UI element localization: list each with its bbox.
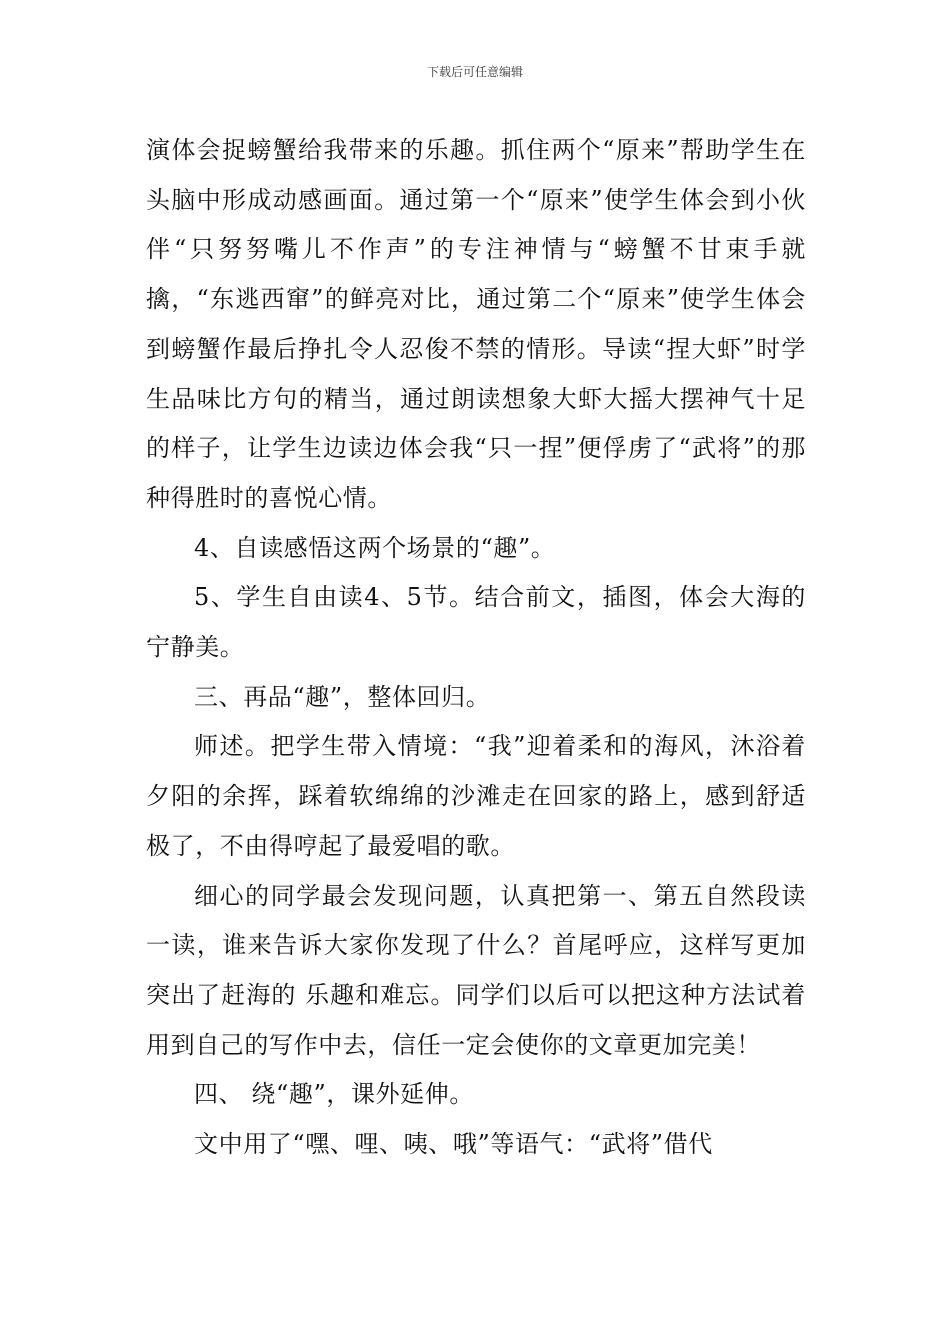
paragraph-5: 师述。把学生带入情境：“我”迎着柔和的海风，沐浴着夕阳的余挥，踩着软绵绵的沙滩走在回家的路上，感到舒适极了，不由得哼起了最爱唱的歌。 bbox=[146, 732, 806, 860]
section-heading-3: 三、再品“趣”，整体回归。 bbox=[194, 682, 491, 711]
page-header: 下载后可任意编辑 bbox=[426, 65, 523, 79]
document-body bbox=[146, 126, 806, 1170]
paragraph-1: 演体会捉螃蟹给我带来的乐趣。抓住两个“原来”帮助学生在头脑中形成动感画面。通过第一个“原来”使学生体会到小伙伴“只努努嘴儿不作声”的专注神情与“螃蟹不甘束手就擒，“东逃西窜”的鲜亮对比，通过第二个“原来”使学生体会到螃蟹作最后挣扎令人忍俊不禁的情形。导读“捏大虾”时学生品味比方句的精当，通过朗读想象大虾大摇大摆神气十足的样子，让学生边读边体会我“只一捏”便俘虏了“武将”的那种得胜时的喜悦心情。 bbox=[146, 136, 806, 512]
paragraph-3: 5、学生自由读4、5节。结合前文，插图，体会大海的宁静美。 bbox=[146, 583, 806, 662]
section-heading-4: 四、 绕“趣”，课外延伸。 bbox=[194, 1080, 474, 1109]
paragraph-8: 文中用了“嘿、哩、咦、哦”等语气：“武将”借代 bbox=[194, 1130, 713, 1159]
paragraph-6: 细心的同学最会发现问题，认真把第一、第五自然段读一读，谁来告诉大家你发现了什么？首尾呼应，这样写更加突出了赶海的 乐趣和难忘。同学们以后可以把这种方法试着用到自己的写作中去，信任一定会使你的文章更加完美！ bbox=[146, 881, 806, 1059]
paragraph-2: 4、自读感悟这两个场景的“趣”。 bbox=[194, 533, 556, 562]
